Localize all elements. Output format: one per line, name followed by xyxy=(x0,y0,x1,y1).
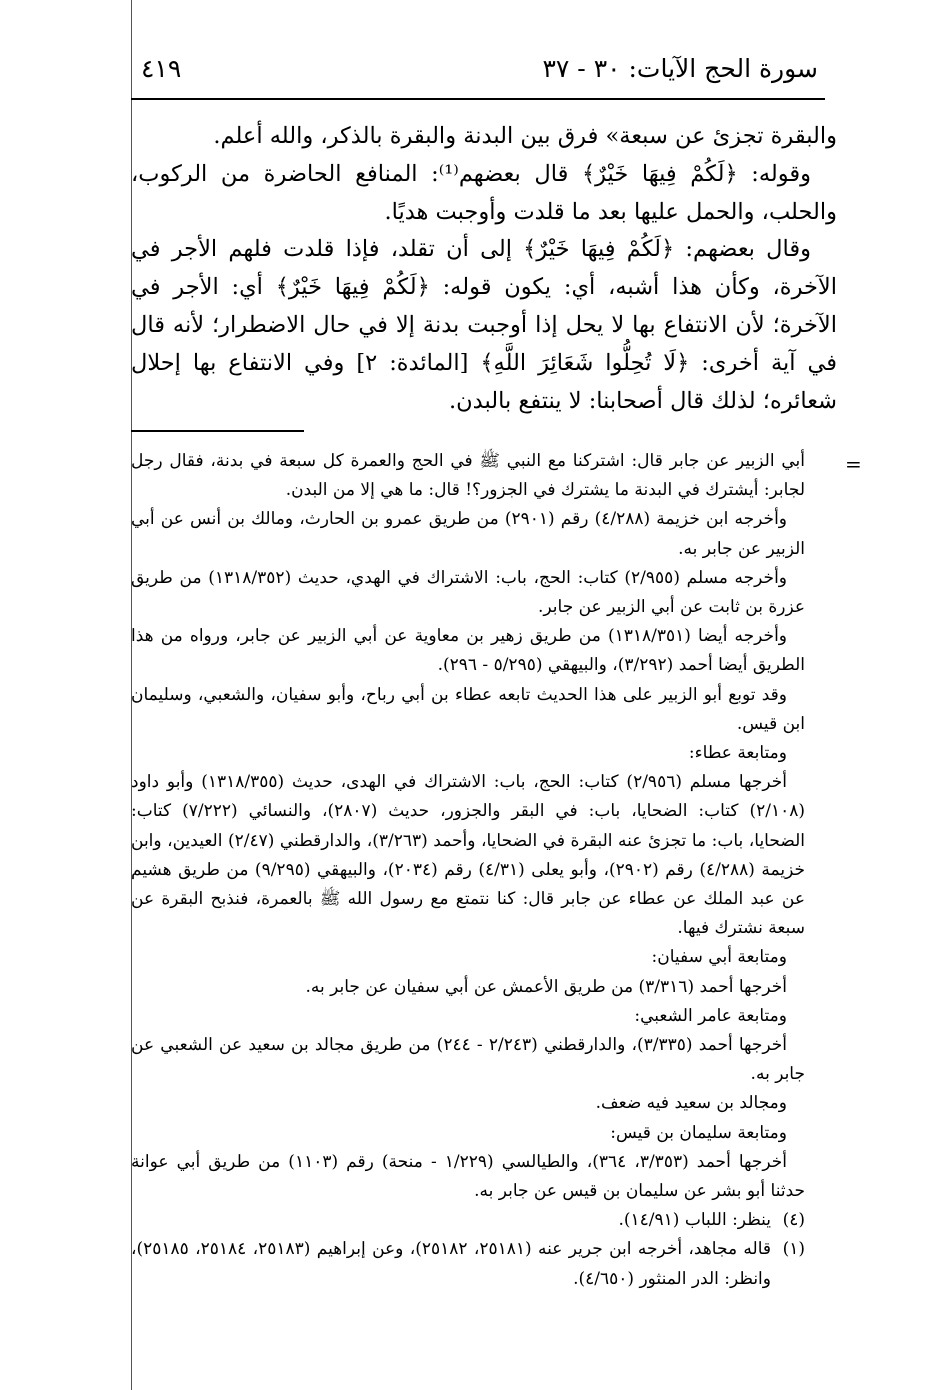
footnote-continuation-mark: = xyxy=(845,452,862,476)
footnote-line: ومتابعة سليمان بن قيس: xyxy=(610,1122,787,1143)
footnote-number: (١) xyxy=(782,1239,805,1260)
main-paragraph: وقال بعضهم: ﴿لَكُمْ فِيهَا خَيْرٌ﴾ إلى أن تقلد، فإذا قلدت فلهم الأجر في الآخرة، وكأن هذا أشبه، أي: يكون قوله: ﴿لَكُمْ فِيهَا خَيْرٌ﴾ أي: الأجر في الآخرة؛ لأن الانتفاع بها لا يحل إذا أوجبت بدنة إلا في حال الاضطرار؛ لأنه قال في آية أخرى: ﴿لَا تُحِلُّوا شَعَائِرَ اللَّهِ﴾ [المائدة: ٢] وفي الانتفاع بها إحلال شعائره؛ لذلك قال أصحابنا: لا ينتفع بالبدن. xyxy=(131,236,837,414)
footnote-line: وقد توبع أبو الزبير على هذا الحديث تابعه عطاء بن أبي رباح، وأبو سفيان، والشعبي، وسليمان ابن قيس. xyxy=(131,684,805,734)
header-rule xyxy=(131,98,825,100)
footnote-line: ومتابعة عامر الشعبي: xyxy=(634,1005,787,1026)
footnote-note xyxy=(131,1206,805,1235)
footnotes xyxy=(131,447,805,1294)
footnote-text: قاله مجاهد، أخرجه ابن جرير عنه (٢٥١٨١، ٢٥١٨٢)، وعن إبراهيم (٢٥١٨٣، ٢٥١٨٤، ٢٥١٨٥)، وانظر: الدر المنثور (٤/٦٥٠). xyxy=(131,1239,772,1289)
footnote-line: وأخرجه مسلم (٢/٩٥٥) كتاب: الحج، باب: الاشتراك في الهدي، حديث (١٣١٨/٣٥٢) من طريق عزرة بن ثابت عن أبي الزبير عن جابر. xyxy=(131,567,805,618)
footnote-line: أخرجها أحمد (٣/٣٥٣، ٣٦٤)، والطيالسي (١/٢٢٩ - منحة) رقم (١١٠٣) من طريق أبي عوانة حدثنا أبو بشر عن سليمان بن قيس عن جابر به. xyxy=(131,1151,805,1202)
footnote-line: أخرجها مسلم (٢/٩٥٦) كتاب: الحج، باب: الاشتراك في الهدى، حديث (١٣١٨/٣٥٥) وأبو داود (٢/١٠٨) كتاب: الضحايا، باب: في البقر والجزور، حديث (٢٨٠٧)، والنسائي (٧/٢٢٢) كتاب: الضحايا، باب: ما تجزئ عنه البقرة في الضحايا، وأحمد (٣/٢٦٣)، والدارقطني (٢/٤٧) العيدين، وابن خزيمة (٤/٢٨٨) رقم (٢٩٠٢)، وأبو يعلى (٤/٣١) رقم (٢٠٣٤)، والبيهقي (٩/٢٩٥) من طريق هشيم عن عبد الملك عن عطاء عن جابر قال: كنا نتمتع مع رسول الله ﷺ بالعمرة، فنذبح البقرة عن سبعة نشترك فيها. xyxy=(131,772,805,939)
page-header xyxy=(131,44,944,96)
footnote-text: ينظر: اللباب (١٤/٩١). xyxy=(618,1210,771,1231)
footnote-separator xyxy=(131,430,304,432)
main-paragraph: وقوله: ﴿لَكُمْ فِيهَا خَيْرٌ﴾ قال بعضهم⁽¹⁾: المنافع الحاضرة من الركوب، والحلب، والحمل عليها بعد ما قلدت وأوجبت هديًا. xyxy=(131,160,837,225)
footnote-line: أبي الزبير عن جابر قال: اشتركنا مع النبي ﷺ في الحج والعمرة كل سبعة في بدنة، فقال رجل لجابر: أيشترك في البدنة ما يشترك في الجزور؟! قال: ما هي إلا من البدن. xyxy=(131,451,805,501)
footnote-number: (٤) xyxy=(782,1210,805,1231)
main-text xyxy=(131,118,837,420)
footnote-line: أخرجها أحمد (٣/٣١٦) من طريق الأعمش عن أبي سفيان عن جابر به. xyxy=(305,976,787,997)
footnote-line: وأخرجه ابن خزيمة (٤/٢٨٨) رقم (٢٩٠١) من طريق عمرو بن الحارث، ومالك بن أنس عن أبي الزبير عن جابر به. xyxy=(131,509,805,559)
footnote-line: ومجالد بن سعيد فيه ضعف. xyxy=(595,1093,787,1114)
running-title: سورة الحج الآيات: ٣٠ - ٣٧ xyxy=(542,54,818,83)
footnote-line: ومتابعة أبي سفيان: xyxy=(651,947,787,968)
footnote-note xyxy=(131,1235,805,1293)
page-number: ٤١٩ xyxy=(141,54,182,83)
main-paragraph: والبقرة تجزئ عن سبعة» فرق بين البدنة والبقرة بالذكر، والله أعلم. xyxy=(213,123,837,149)
footnote-line: وأخرجه أيضا (١٣١٨/٣٥١) من طريق زهير بن معاوية عن أبي الزبير عن جابر، ورواه من هذا الطريق أيضا أحمد (٣/٢٩٢)، والبيهقي (٥/٢٩٥ - ٢٩٦). xyxy=(131,626,805,676)
footnote-line: ومتابعة عطاء: xyxy=(688,743,787,764)
footnote-line: أخرجها أحمد (٣/٣٣٥)، والدارقطني (٢/٢٤٣ - ٢٤٤) من طريق مجالد بن سعيد عن الشعبي عن جابر به. xyxy=(131,1035,805,1085)
